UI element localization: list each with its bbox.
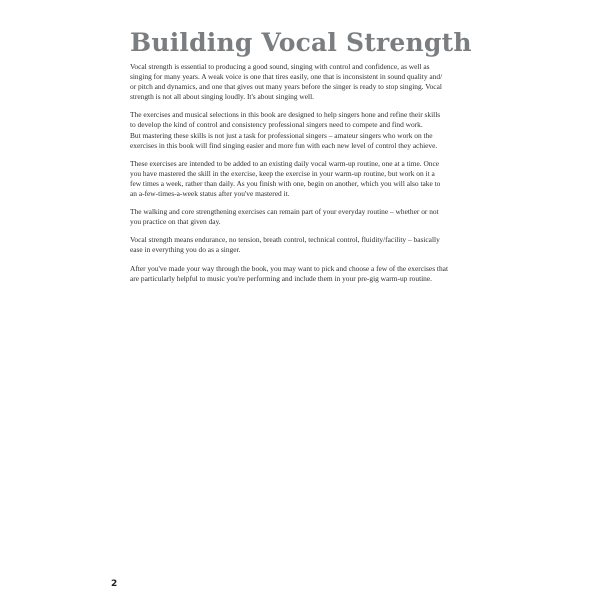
body-text	[130, 62, 482, 292]
text-line: or pitch and dynamics, and one that gives out many years before the singer is ready to stop singing. Vocal	[130, 82, 442, 92]
paragraph-2	[130, 110, 482, 150]
text-line: These exercises are intended to be added to an existing daily vocal warm-up routine, one at a time. Once	[130, 158, 440, 168]
paragraph-5	[130, 235, 482, 255]
text-line: are particularly helpful to music you're performing and include them in your pre-gig warm-up routine.	[130, 273, 432, 283]
text-line: an a-few-times-a-week status after you've mastered it.	[130, 189, 290, 199]
paragraph-6	[130, 264, 482, 284]
text-line: The walking and core strengthening exercises can remain part of your everyday routine – whether or not	[130, 207, 439, 217]
text-line: you have mastered the skill in the exercise, keep the exercise in your warm-up routine, but work on it a	[130, 168, 435, 178]
text-line: you practice on that given day.	[130, 217, 221, 227]
page-number: 2	[111, 579, 118, 589]
text-line: ease in everything you do as a singer.	[130, 245, 241, 255]
text-line: to develop the kind of control and consistency professional singers need to compete and find work.	[130, 120, 423, 130]
paragraph-3	[130, 159, 482, 199]
text-line: strength is not all about singing loudly. It's about singing well.	[130, 92, 314, 102]
text-line: singing for many years. A weak voice is one that tires easily, one that is inconsistent in sound quality and/	[130, 72, 443, 82]
paragraph-1	[130, 62, 482, 102]
text-line: The exercises and musical selections in this book are designed to help singers hone and refine their skills	[130, 110, 441, 120]
page-title: Building Vocal Strength	[130, 28, 472, 57]
text-line: Vocal strength is essential to producing a good sound, singing with control and confidence, as well as	[130, 62, 430, 71]
text-line: few times a week, rather than daily. As you finish with one, begin on another, which you will also take to	[130, 178, 441, 188]
text-line: After you've made your way through the book, you may want to pick and choose a few of the exercises that	[130, 263, 449, 273]
paragraph-4	[130, 207, 482, 227]
text-line: But mastering these skills is not just a task for professional singers – amateur singers who work on the	[130, 130, 433, 140]
text-line: exercises in this book will find singing easier and more fun with each new level of control they achieve.	[130, 140, 438, 150]
text-line: Vocal strength means endurance, no tension, breath control, technical control, fluidity/facility – basically	[130, 235, 440, 245]
